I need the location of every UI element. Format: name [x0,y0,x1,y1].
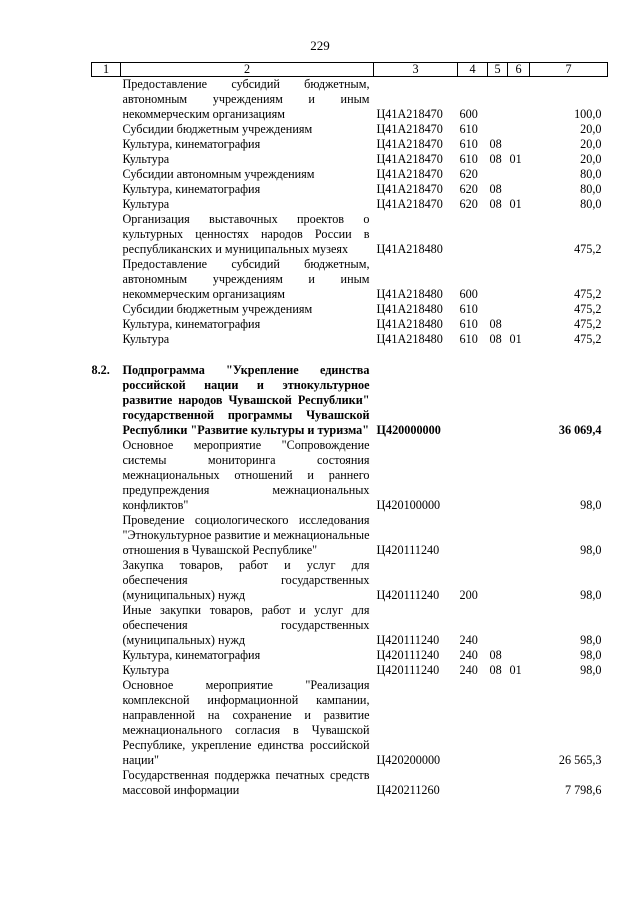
target-article-code: Ц420111240 [376,663,440,677]
target-article-code: Ц420200000 [376,753,441,767]
amount: 20,0 [580,152,602,166]
section-code [488,558,508,603]
table-row [92,167,608,182]
amount: 98,0 [580,543,602,557]
row-name: Государственная поддержка печатных средств массовой информации [122,768,370,797]
amount: 475,2 [574,302,602,316]
row-name: Субсидии автономным учреждениям [122,167,315,181]
table-row [92,678,608,768]
row-name: Подпрограмма "Укрепление единства российской нации и этнокультурное развитие народов Чувашской Республики" государственной программы Чувашской Республики "Развитие культуры и туризма" [122,363,370,437]
row-name: Предоставление субсидий бюджетным, автономным учреждениям и иным некоммерческим организациям [122,77,370,121]
row-number [92,768,121,798]
row-number [92,257,121,302]
subsection-code: 01 [509,197,522,211]
budget-table [91,62,608,798]
table-header [92,63,608,77]
row-number [92,212,121,257]
section-code [488,513,508,558]
subsection-code [508,558,530,603]
header-cell: 6 [508,63,530,77]
spacer-row [92,347,608,363]
table-row [92,603,608,648]
table-row [92,302,608,317]
table-row [92,363,608,438]
row-number [92,302,121,317]
amount: 20,0 [580,137,602,151]
section-code: 08 [489,152,502,166]
amount: 7 798,6 [564,783,602,797]
subsection-code [508,768,530,798]
amount: 98,0 [580,633,602,647]
target-article-code: Ц41А218470 [376,137,443,151]
table-row [92,332,608,347]
subsection-code [508,167,530,182]
row-name: Основное мероприятие "Реализация комплексной информационной кампании, направленной на сохранение и развитие межнационального согласия в Чувашской Республике, укрепление единства российской нации" [122,678,370,767]
spacer-cell [92,347,608,363]
expense-type: 620 [459,182,478,196]
subsection-code [508,257,530,302]
section-code: 08 [489,317,502,331]
expense-type [458,438,488,513]
subsection-code [508,648,530,663]
row-name: Культура [122,332,170,346]
section-code: 08 [489,137,502,151]
amount: 98,0 [580,588,602,602]
subsection-code: 01 [509,152,522,166]
header-cell: 5 [488,63,508,77]
section-code [488,363,508,438]
table-row [92,768,608,798]
table-row [92,137,608,152]
expense-type [458,768,488,798]
target-article-code: Ц41А218480 [376,317,443,331]
amount: 80,0 [580,182,602,196]
target-article-code: Ц420111240 [376,633,440,647]
expense-type: 240 [459,633,478,647]
target-article-code: Ц41А218470 [376,122,443,136]
subsection-code [508,137,530,152]
subsection-code [508,603,530,648]
section-code [488,438,508,513]
header-cell: 2 [121,63,374,77]
expense-type [458,513,488,558]
subsection-code [508,182,530,197]
expense-type: 610 [459,317,478,331]
row-number [92,77,121,123]
expense-type: 610 [459,332,478,346]
amount: 98,0 [580,648,602,662]
table-row [92,152,608,167]
section-code: 08 [489,663,502,677]
section-code [488,257,508,302]
row-name: Субсидии бюджетным учреждениям [122,302,313,316]
target-article-code: Ц420111240 [376,588,440,602]
row-number [92,137,121,152]
amount: 475,2 [574,317,602,331]
row-name: Культура [122,152,170,166]
row-name: Организация выставочных проектов о культурных ценностях народов России в республиканских и муниципальных музеях [122,212,370,256]
amount: 98,0 [580,498,602,512]
section-code [488,603,508,648]
row-number [92,167,121,182]
expense-type: 610 [459,122,478,136]
target-article-code: Ц420111240 [376,648,440,662]
row-number [92,513,121,558]
target-article-code: Ц420111240 [376,543,440,557]
table-row [92,558,608,603]
section-code: 08 [489,197,502,211]
expense-type: 600 [459,107,478,121]
header-cell: 4 [458,63,488,77]
section-code: 08 [489,332,502,346]
row-name: Иные закупки товаров, работ и услуг для обеспечения государственных (муниципальных) нужд [122,603,370,647]
section-code [488,77,508,123]
section-code [488,122,508,137]
section-code [488,302,508,317]
amount: 98,0 [580,663,602,677]
row-name: Закупка товаров, работ и услуг для обеспечения государственных (муниципальных) нужд [122,558,370,602]
row-name: Основное мероприятие "Сопровождение системы мониторинга состояния межнациональных отношений и раннего предупреждения межнациональных конфликтов" [122,438,370,512]
target-article-code: Ц41А218470 [376,197,443,211]
expense-type [458,212,488,257]
amount: 80,0 [580,167,602,181]
row-number [92,122,121,137]
table-row [92,122,608,137]
table-row [92,438,608,513]
section-code [488,768,508,798]
row-name: Проведение социологического исследования "Этнокультурное развитие и межнациональные отношения в Чувашской Республике" [122,513,370,557]
subsection-code [508,302,530,317]
amount: 100,0 [574,107,602,121]
subsection-code [508,317,530,332]
row-name: Культура, кинематография [122,137,261,151]
table-row [92,212,608,257]
header-row [92,63,608,77]
section-code: 08 [489,182,502,196]
subsection-code [508,122,530,137]
row-number [92,182,121,197]
row-number [92,438,121,513]
expense-type: 620 [459,197,478,211]
row-name: Культура, кинематография [122,317,261,331]
row-name: Культура, кинематография [122,648,261,662]
table-row [92,182,608,197]
row-number: 8.2. [91,363,110,377]
table-row [92,648,608,663]
row-number [92,603,121,648]
expense-type: 610 [459,302,478,316]
expense-type: 620 [459,167,478,181]
amount: 475,2 [574,287,602,301]
row-name: Предоставление субсидий бюджетным, автономным учреждениям и иным некоммерческим организациям [122,257,370,301]
row-name: Культура [122,663,170,677]
table-row [92,197,608,212]
target-article-code: Ц41А218470 [376,152,443,166]
row-number [92,332,121,347]
row-number [92,663,121,678]
expense-type: 240 [459,663,478,677]
row-name: Культура, кинематография [122,182,261,196]
subsection-code [508,77,530,123]
header-cell: 3 [374,63,458,77]
row-number [92,197,121,212]
table-row [92,663,608,678]
header-cell: 1 [92,63,121,77]
row-number [92,317,121,332]
row-number [92,152,121,167]
subsection-code: 01 [509,332,522,346]
row-number [92,558,121,603]
expense-type: 610 [459,137,478,151]
target-article-code: Ц420100000 [376,498,441,512]
target-article-code: Ц41А218480 [376,287,443,301]
table-body [92,77,608,799]
expense-type [458,678,488,768]
target-article-code: Ц41А218480 [376,242,443,256]
subsection-code [508,363,530,438]
row-number [92,678,121,768]
target-article-code: Ц41А218470 [376,182,443,196]
section-code [488,212,508,257]
section-code [488,167,508,182]
section-code: 08 [489,648,502,662]
amount: 20,0 [580,122,602,136]
table-row [92,77,608,123]
table-row [92,317,608,332]
target-article-code: Ц41А218480 [376,302,443,316]
expense-type: 200 [459,588,478,602]
subsection-code [508,438,530,513]
header-cell: 7 [530,63,608,77]
target-article-code: Ц41А218470 [376,167,443,181]
row-name: Культура [122,197,170,211]
subsection-code [508,212,530,257]
amount: 475,2 [574,332,602,346]
expense-type [458,363,488,438]
amount: 36 069,4 [558,423,602,437]
amount: 26 565,3 [558,753,602,767]
expense-type: 240 [459,648,478,662]
target-article-code: Ц420000000 [376,423,441,437]
amount: 475,2 [574,242,602,256]
expense-type: 610 [459,152,478,166]
table-row [92,257,608,302]
subsection-code [508,513,530,558]
target-article-code: Ц41А218470 [376,107,443,121]
section-code [488,678,508,768]
page-number: 229 [310,38,330,53]
subsection-code: 01 [509,663,522,677]
table-row [92,513,608,558]
expense-type: 600 [459,287,478,301]
target-article-code: Ц420211260 [376,783,440,797]
row-number [92,648,121,663]
target-article-code: Ц41А218480 [376,332,443,346]
row-name: Субсидии бюджетным учреждениям [122,122,313,136]
subsection-code [508,678,530,768]
amount: 80,0 [580,197,602,211]
